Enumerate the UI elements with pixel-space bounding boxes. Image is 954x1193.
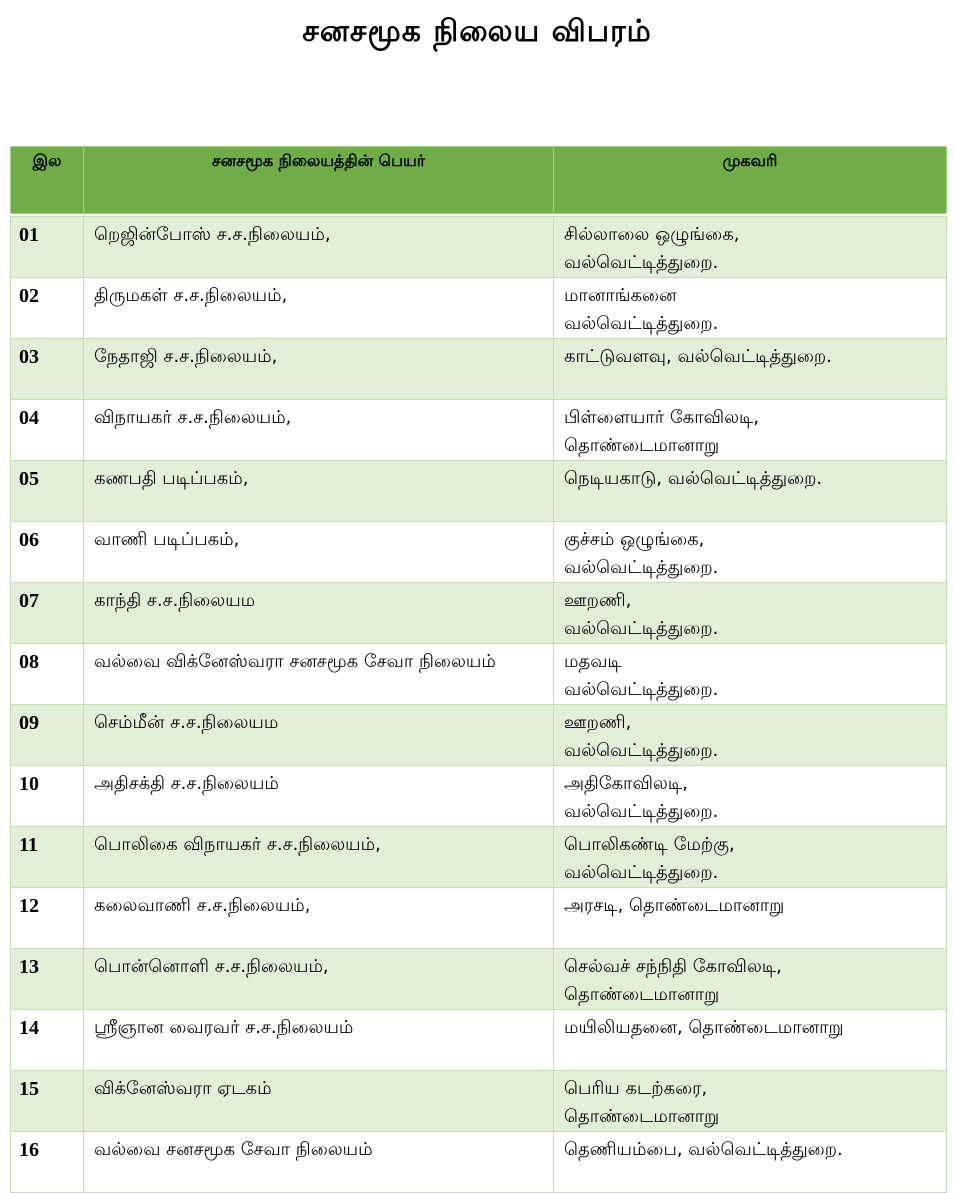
address-line: அரசடி, தொண்டைமானாறு xyxy=(564,895,785,916)
row-number: 14 xyxy=(11,1010,84,1071)
table-row xyxy=(11,888,947,949)
address-line xyxy=(564,1042,936,1070)
center-name: கணபதி படிப்பகம், xyxy=(84,461,554,522)
table-header xyxy=(11,147,947,214)
table-row xyxy=(11,339,947,400)
center-address xyxy=(554,1010,947,1071)
table-row xyxy=(11,461,947,522)
table-row xyxy=(11,583,947,644)
center-name: வல்வை விக்னேஸ்வரா சனசமூக சேவா நிலையம் xyxy=(84,644,554,705)
center-address xyxy=(554,522,947,583)
address-line: வல்வெட்டித்துறை. xyxy=(564,740,719,761)
header-name: சனசமூக நிலையத்தின் பெயர் xyxy=(84,147,554,214)
address-line: வல்வெட்டித்துறை. xyxy=(564,618,719,639)
row-number: 11 xyxy=(11,827,84,888)
address-line: ஊறணி, xyxy=(564,590,632,611)
table-row xyxy=(11,766,947,827)
center-name: திருமகள் ச.ச.நிலையம், xyxy=(84,278,554,339)
address-line: ஊறணி, xyxy=(564,712,632,733)
center-name: செம்மீன் ச.ச.நிலையம xyxy=(84,705,554,766)
address-line xyxy=(564,920,936,948)
address-line xyxy=(564,493,936,521)
address-line: குச்சம் ஒழுங்கை, xyxy=(564,529,705,550)
center-address xyxy=(554,827,947,888)
page-title: சனசமூக நிலைய விபரம் xyxy=(302,14,652,49)
center-address xyxy=(554,766,947,827)
table-row xyxy=(11,705,947,766)
table-row xyxy=(11,827,947,888)
center-address xyxy=(554,583,947,644)
center-name: காந்தி ச.ச.நிலையம xyxy=(84,583,554,644)
address-line xyxy=(564,1164,936,1192)
address-line xyxy=(564,371,936,399)
address-line: தொண்டைமானாறு xyxy=(564,435,720,456)
center-address xyxy=(554,644,947,705)
center-address xyxy=(554,1071,947,1132)
address-line: வல்வெட்டித்துறை. xyxy=(564,313,719,334)
table-row xyxy=(11,1132,947,1193)
center-address xyxy=(554,278,947,339)
address-line: வல்வெட்டித்துறை. xyxy=(564,557,719,578)
center-name: விக்னேஸ்வரா ஏடகம் xyxy=(84,1071,554,1132)
center-address xyxy=(554,461,947,522)
center-name: வல்வை சனசமூக சேவா நிலையம் xyxy=(84,1132,554,1193)
address-line: பெரிய கடற்கரை, xyxy=(564,1078,708,1099)
address-line: தொண்டைமானாறு xyxy=(564,984,720,1005)
address-line: செல்வச் சந்நிதி கோவிலடி, xyxy=(564,956,782,977)
center-name: றெஜின்போஸ் ச.ச.நிலையம், xyxy=(84,217,554,278)
row-number: 16 xyxy=(11,1132,84,1193)
row-number: 09 xyxy=(11,705,84,766)
row-number: 07 xyxy=(11,583,84,644)
address-line: சில்லாலை ஒழுங்கை, xyxy=(564,224,740,245)
center-name: வாணி படிப்பகம், xyxy=(84,522,554,583)
center-name: பொலிகை விநாயகர் ச.ச.நிலையம், xyxy=(84,827,554,888)
table-row xyxy=(11,217,947,278)
address-line: பொலிகண்டி மேற்கு, xyxy=(564,834,735,855)
row-number: 08 xyxy=(11,644,84,705)
center-name: விநாயகர் ச.ச.நிலையம், xyxy=(84,400,554,461)
row-number: 10 xyxy=(11,766,84,827)
address-line: அதிகோவிலடி, xyxy=(564,773,688,794)
table-body xyxy=(11,214,947,1193)
center-address xyxy=(554,1132,947,1193)
header-no: இல xyxy=(11,147,84,214)
address-line: வல்வெட்டித்துறை. xyxy=(564,862,719,883)
row-number: 05 xyxy=(11,461,84,522)
address-line: பிள்ளையார் கோவிலடி, xyxy=(564,407,760,428)
address-line: மானாங்கனை xyxy=(564,285,677,306)
center-name: பொன்னொளி ச.ச.நிலையம், xyxy=(84,949,554,1010)
center-name: நேதாஜி ச.ச.நிலையம், xyxy=(84,339,554,400)
table-row xyxy=(11,400,947,461)
center-address xyxy=(554,949,947,1010)
address-line: காட்டுவளவு, வல்வெட்டித்துறை. xyxy=(564,346,832,367)
address-line: வல்வெட்டித்துறை. xyxy=(564,801,719,822)
center-address xyxy=(554,705,947,766)
center-name: ஸ்ரீஞான வைரவர் ச.ச.நிலையம் xyxy=(84,1010,554,1071)
table-row xyxy=(11,644,947,705)
center-address xyxy=(554,888,947,949)
center-address xyxy=(554,339,947,400)
address-line: வல்வெட்டித்துறை. xyxy=(564,679,719,700)
center-address xyxy=(554,400,947,461)
center-name: கலைவாணி ச.ச.நிலையம், xyxy=(84,888,554,949)
address-line: தெணியம்பை, வல்வெட்டித்துறை. xyxy=(564,1139,843,1160)
header-address: முகவரி xyxy=(554,147,947,214)
row-number: 01 xyxy=(11,217,84,278)
address-line: நெடியகாடு, வல்வெட்டித்துறை. xyxy=(564,468,823,489)
center-name: அதிசக்தி ச.ச.நிலையம் xyxy=(84,766,554,827)
table-row xyxy=(11,522,947,583)
row-number: 15 xyxy=(11,1071,84,1132)
address-line: தொண்டைமானாறு xyxy=(564,1106,720,1127)
row-number: 06 xyxy=(11,522,84,583)
row-number: 04 xyxy=(11,400,84,461)
address-line: மதவடி xyxy=(564,651,622,672)
address-line: வல்வெட்டித்துறை. xyxy=(564,252,719,273)
table-row xyxy=(11,949,947,1010)
table-row xyxy=(11,278,947,339)
row-number: 12 xyxy=(11,888,84,949)
row-number: 03 xyxy=(11,339,84,400)
address-line: மயிலியதனை, தொண்டைமானாறு xyxy=(564,1017,844,1038)
row-number: 02 xyxy=(11,278,84,339)
community-center-table xyxy=(10,146,947,1193)
table-row xyxy=(11,1071,947,1132)
table-row xyxy=(11,1010,947,1071)
row-number: 13 xyxy=(11,949,84,1010)
center-address xyxy=(554,217,947,278)
